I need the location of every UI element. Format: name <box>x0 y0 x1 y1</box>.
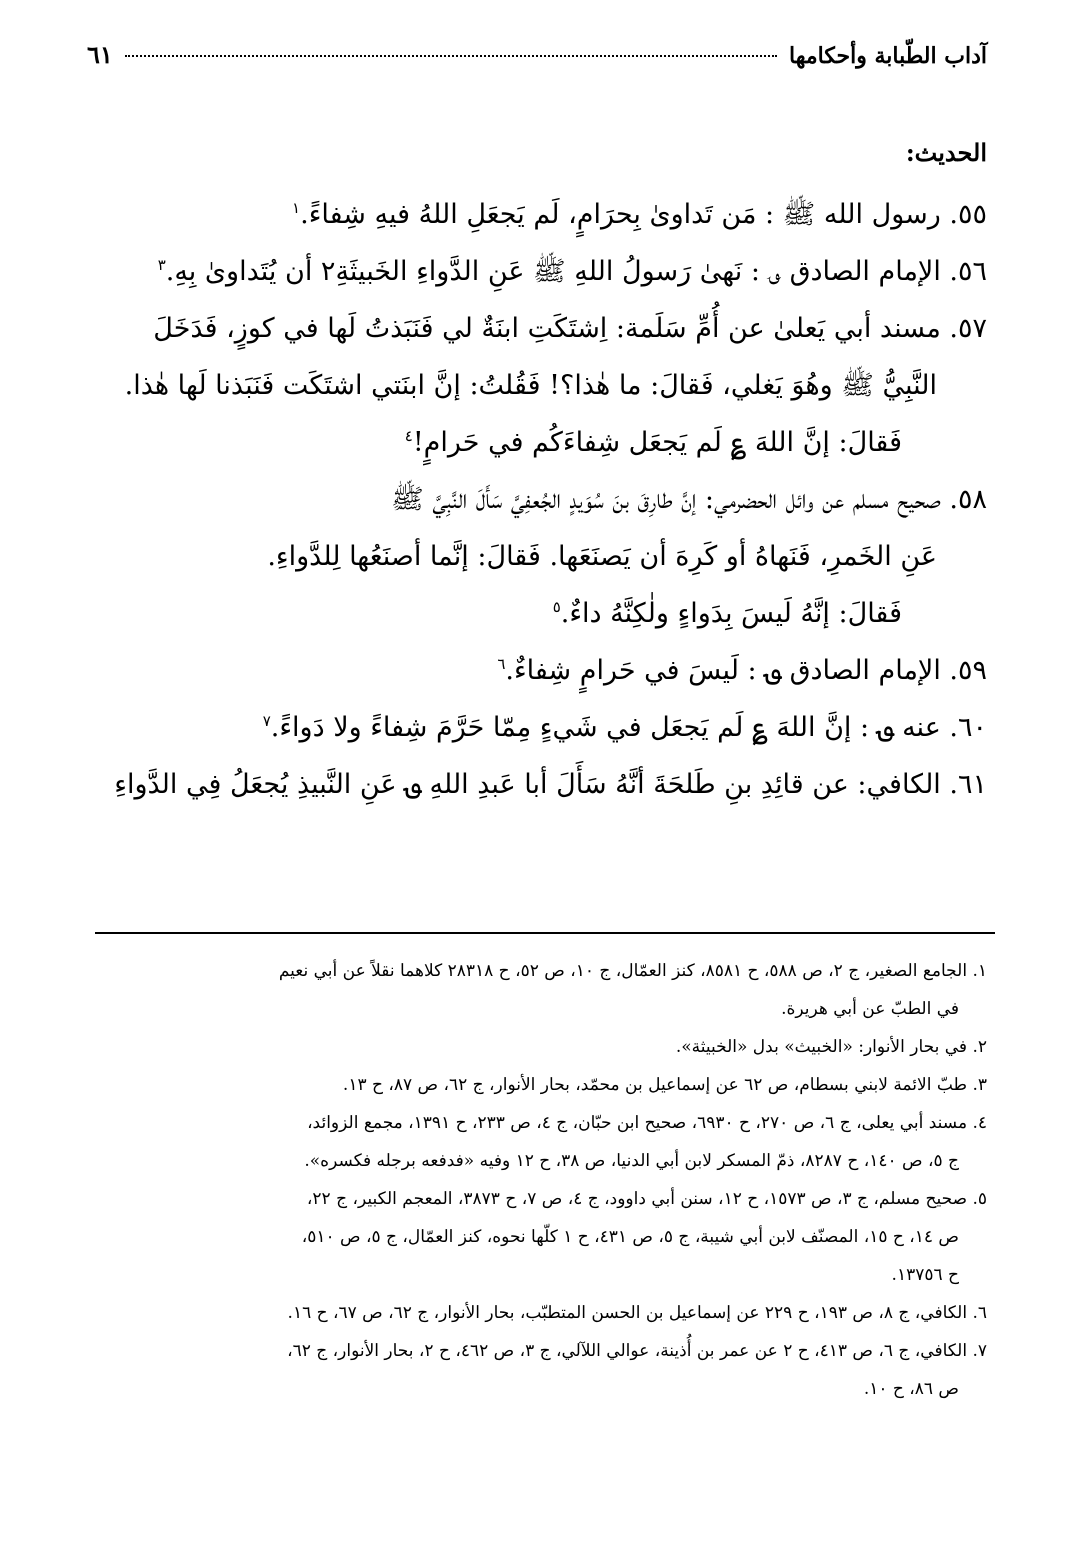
hadith-entry-59 <box>97 642 987 699</box>
footnote-ref: ٦ <box>497 655 506 673</box>
hadith-entry-56 <box>97 243 987 300</box>
hadith-entry-60 <box>97 699 987 756</box>
footnote-ref: ٤ <box>404 427 413 445</box>
footnote-ref: ٣ <box>157 256 166 274</box>
footnote-line: ٦. الكافي، ج ٨، ص ١٩٣، ح ٢٢٩ عن إسماعيل بن الحسن المتطبّب، بحار الأنوار، ج ٦٢، ص ٦٧، ح ١٦. <box>287 1303 987 1323</box>
footnote-line: ٢. في بحار الأنوار: «الخبيث» بدل «الخبيثة». <box>675 1037 987 1057</box>
hadith-entry-61 <box>97 756 987 813</box>
footnote-3 <box>97 1066 987 1104</box>
footnote-6 <box>97 1294 987 1332</box>
footnote-line: ١. الجامع الصغير، ج ٢، ص ٥٨٨، ح ٨٥٨١، كنز العمّال، ج ١٠، ص ٥٢، ح ٢٨٣١٨ كلاهما نقلاً عن أبي نعيم <box>278 961 987 981</box>
footnote-line: ٧. الكافي، ج ٦، ص ٤١٣، ح ٢ عن عمر بن أُذينة، عوالي اللآلي، ج ٣، ص ٤٦٢، ح ٢، بحار الأنوار، ج ٦٢، <box>287 1341 987 1361</box>
entry-line: ٥٩. الإمام الصادق ؈ : لَيسَ في حَرامٍ شِفاءٌ. <box>505 655 987 686</box>
footnote-line: ٥. صحيح مسلم، ج ٣، ص ١٥٧٣، ح ١٢، سنن أبي داوود، ج ٤، ص ٧، ح ٣٨٧٣، المعجم الكبير، ج ٢٢، <box>306 1189 987 1209</box>
footnote-line: ج ٥، ص ١٤٠، ح ٨٢٨٧، ذمّ المسكر لابن أبي الدنيا، ص ٣٨، ح ١٢ وفيه «فدفعه برجله فكسره». <box>304 1151 959 1171</box>
footnote-line: ص ٨٦، ح ١٠. <box>863 1379 959 1399</box>
footnote-line: ٤. مسند أبي يعلى، ج ٦، ص ٢٧٠، ح ٦٩٣٠، صحيح ابن حبّان، ج ٤، ص ٢٣٣، ح ١٣٩١، مجمع الزوائد، <box>307 1113 987 1133</box>
page-number: ٦١ <box>87 40 113 69</box>
footnote-line: ح ١٣٧٥٦. <box>891 1265 959 1285</box>
section-heading: الحديث: <box>905 138 987 167</box>
entry-line: ٥٨. صحيح مسلم عن وائل الحضرمي: إنَّ طارِقَ بنَ سُوَيدٍ الجُعفِيَّ سَأَلَ النَّبِيَّ ﷺ <box>391 484 987 515</box>
footnote-line: في الطبّ عن أبي هريرة. <box>781 999 959 1019</box>
entry-line: عَنِ الخَمرِ، فَنَهاهُ أو كَرِهَ أن يَصنَعَها. فَقالَ: إنَّما أصنَعُها لِلدَّواءِ. <box>267 541 937 572</box>
entry-line: ٥٥. رسول الله ﷺ : مَن تَداوىٰ بِحرَامٍ، لَم يَجعَلِ اللهُ فيهِ شِفاءً. <box>300 199 987 230</box>
header-dot-leader <box>125 55 777 57</box>
footnote-1 <box>97 952 987 1028</box>
footnote-separator <box>95 932 995 934</box>
running-header <box>87 40 987 80</box>
footnote-4 <box>97 1104 987 1180</box>
book-title: آداب الطّبابة وأحكامها <box>789 43 987 69</box>
entry-line: ٦٠. عنه ؈ : إنَّ اللهَ ؏ لَم يَجعَل في شَيءٍ مِمّا حَرَّمَ شِفاءً ولا دَواءً. <box>270 712 987 743</box>
entry-line: فَقالَ: إنَّهُ لَيسَ بِدَواءٍ ولٰكِنَّهُ داءٌ. <box>560 598 902 629</box>
entry-line: ٥٧. مسند أبي يَعلىٰ عن أُمِّ سَلَمة: اِشتَكَتِ ابنَةٌ لي فَنَبَذتُ لَها في كوزٍ، فَدَخَلَ <box>153 313 987 344</box>
hadith-entry-57 <box>97 300 987 471</box>
footnote-line: ص ١٤، ح ١٥، المصنّف لابن أبي شيبة، ج ٥، ص ٤٣١، ح ١ كلّها نحوه، كنز العمّال، ج ٥، ص ٥١٠، <box>301 1227 959 1247</box>
footnote-2 <box>97 1028 987 1066</box>
entry-line: النَّبِيُّ ﷺ وهُوَ يَغلي، فَقالَ: ما هٰذا؟! فَقُلتُ: إنَّ ابنَتي اشتَكَت فَنَبَذنا لَها هٰذا. <box>124 370 937 401</box>
entry-line: فَقالَ: إنَّ اللهَ ؏ لَم يَجعَل شِفاءَكُم في حَرامٍ! <box>412 427 902 458</box>
hadith-entry-58 <box>97 471 987 642</box>
entry-line: ٦١. الكافي: عن قائِدِ بنِ طَلحَةَ أنَّهُ سَأَلَ أبا عَبدِ اللهِ ؈ عَنِ النَّبيذِ يُجعَلُ فِي الدَّواءِ <box>114 769 987 800</box>
footnotes <box>97 952 987 1408</box>
footnote-ref: ٧ <box>262 712 271 730</box>
hadith-list <box>97 186 987 813</box>
footnote-ref: ٥ <box>552 598 561 616</box>
footnote-line: ٣. طبّ الائمة لابني بسطام، ص ٦٢ عن إسماعيل بن محمّد، بحار الأنوار، ج ٦٢، ص ٨٧، ح ١٣. <box>342 1075 987 1095</box>
hadith-entry-55 <box>97 186 987 243</box>
entry-line: ٥٦. الإمام الصادق ؈ : نَهىٰ رَسولُ اللهِ ﷺ عَنِ الدَّواءِ الخَبيثَةِ٢ أن يُتَداوىٰ بِهِ. <box>165 256 987 287</box>
footnote-5 <box>97 1180 987 1294</box>
footnote-7 <box>97 1332 987 1408</box>
footnote-ref: ١ <box>292 199 301 217</box>
